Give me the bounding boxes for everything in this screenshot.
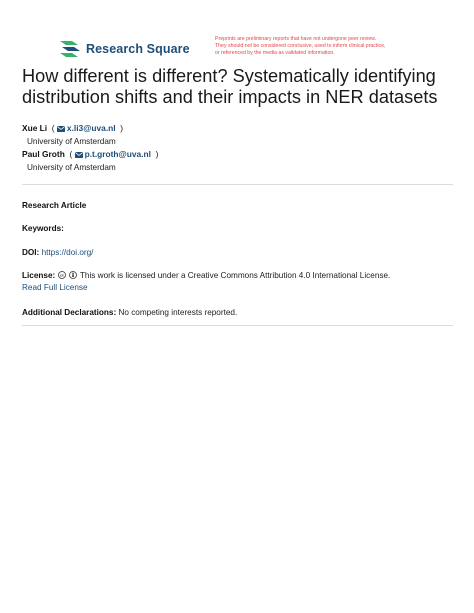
declarations-label: Additional Declarations: (22, 308, 117, 317)
disclaimer-line: Preprints are preliminary reports that have not undergone peer review. (215, 36, 377, 42)
author-name: Xue Li (22, 123, 48, 133)
declarations-value: No competing interests reported. (118, 308, 238, 317)
article-type-label: Research Article (22, 201, 87, 210)
divider (22, 325, 453, 326)
article-title (22, 66, 462, 108)
envelope-icon (75, 152, 83, 158)
disclaimer-line: They should not be considered conclusive, used to inform clinical practice, (215, 43, 386, 49)
keywords (22, 223, 453, 235)
author-entry: Xue Li ( x.li3@uva.nl ) (22, 123, 124, 133)
divider (22, 184, 453, 185)
license (22, 270, 453, 294)
research-square-logo-icon (58, 39, 82, 59)
additional-declarations (22, 307, 453, 319)
cc-icon (58, 271, 66, 279)
title-line: distribution shifts and their impacts in NER datasets (22, 87, 438, 107)
license-label: License: (22, 271, 56, 280)
doi-link[interactable]: https://doi.org/ (41, 248, 94, 257)
author-email: p.t.groth@uva.nl (84, 149, 151, 159)
author-email-link[interactable] (75, 149, 154, 159)
license-line (22, 270, 453, 282)
author-entry: Paul Groth ( p.t.groth@uva.nl ) (22, 149, 159, 159)
research-square-logo[interactable] (58, 36, 190, 62)
author-affiliation: University of Amsterdam (27, 137, 116, 146)
author-list (22, 122, 452, 174)
brand-name: Research Square (86, 42, 190, 56)
article-type (22, 200, 453, 212)
preprint-disclaimer (215, 36, 455, 57)
author-name: Paul Groth (22, 149, 65, 159)
author-email: x.li3@uva.nl (66, 123, 116, 133)
read-full-license-link[interactable]: Read Full License (22, 283, 88, 292)
page-header (58, 36, 458, 62)
svg-text:cc: cc (59, 273, 64, 278)
doi-label: DOI: (22, 248, 40, 257)
keywords-label: Keywords: (22, 224, 64, 233)
author-email-link[interactable] (57, 123, 118, 133)
title-line: How different is different? Systematically identifying (22, 66, 436, 86)
author-affiliation: University of Amsterdam (27, 163, 116, 172)
by-icon (69, 271, 77, 279)
envelope-icon (57, 126, 65, 132)
disclaimer-line: or referenced by the media as validated information. (215, 50, 335, 56)
license-text: This work is licensed under a Creative Commons Attribution 4.0 International License. (79, 271, 391, 280)
doi (22, 247, 453, 259)
